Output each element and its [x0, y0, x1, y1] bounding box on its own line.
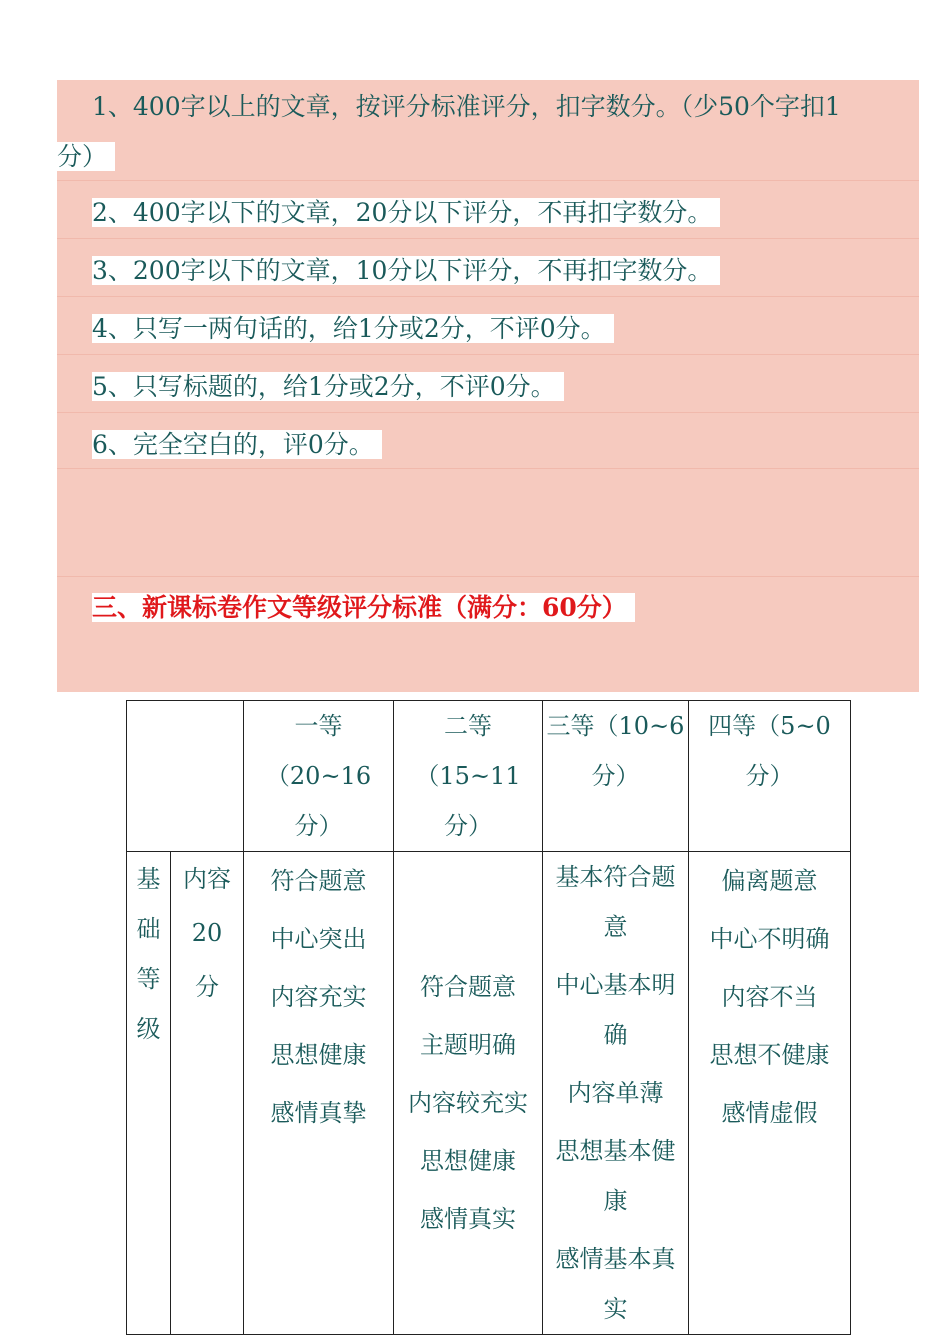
divider [57, 238, 919, 239]
grade-3-criteria: 基本符合题 意 中心基本明 确 内容单薄 思想基本健 康 感情基本真 实 [543, 852, 689, 1335]
header-grade-3: 三等（10~6 分） [543, 701, 689, 852]
row-label-basic-level: 基 础 等 级 [127, 852, 171, 1335]
divider [57, 180, 919, 181]
divider [57, 468, 919, 469]
grade-1-criteria: 符合题意 中心突出 内容充实 思想健康 感情真挚 [244, 852, 394, 1335]
divider [57, 576, 919, 577]
rule-1-line-a: 1、400字以上的文章，按评分标准评分，扣字数分。（少50个字扣1 [92, 92, 841, 121]
section-title: 三、新课标卷作文等级评分标准（满分：60分） [92, 588, 635, 624]
rule-5: 5、只写标题的，给1分或2分，不评0分。 [92, 362, 564, 418]
grade-2-criteria: 符合题意 主题明确 内容较充实 思想健康 感情真实 [394, 852, 543, 1335]
header-grade-2: 二等（15~11 分） [394, 701, 543, 852]
rule-1-line-b: 分） [57, 132, 115, 188]
rule-4: 4、只写一两句话的，给1分或2分，不评0分。 [92, 304, 614, 360]
grade-4-criteria: 偏离题意 中心不明确 内容不当 思想不健康 感情虚假 [689, 852, 851, 1335]
divider [57, 296, 919, 297]
header-grade-4: 四等（5~0 分） [689, 701, 851, 852]
rule-2: 2、400字以下的文章，20分以下评分，不再扣字数分。 [92, 188, 720, 244]
divider [57, 412, 919, 413]
table-corner-cell [127, 701, 244, 852]
grading-table [126, 700, 851, 1335]
sub-label-content: 内容 20 分 [171, 852, 244, 1335]
header-grade-1: 一等（20~16 分） [244, 701, 394, 852]
divider [57, 354, 919, 355]
rule-3: 3、200字以下的文章，10分以下评分，不再扣字数分。 [92, 246, 720, 302]
rule-6: 6、完全空白的，评0分。 [92, 420, 382, 476]
